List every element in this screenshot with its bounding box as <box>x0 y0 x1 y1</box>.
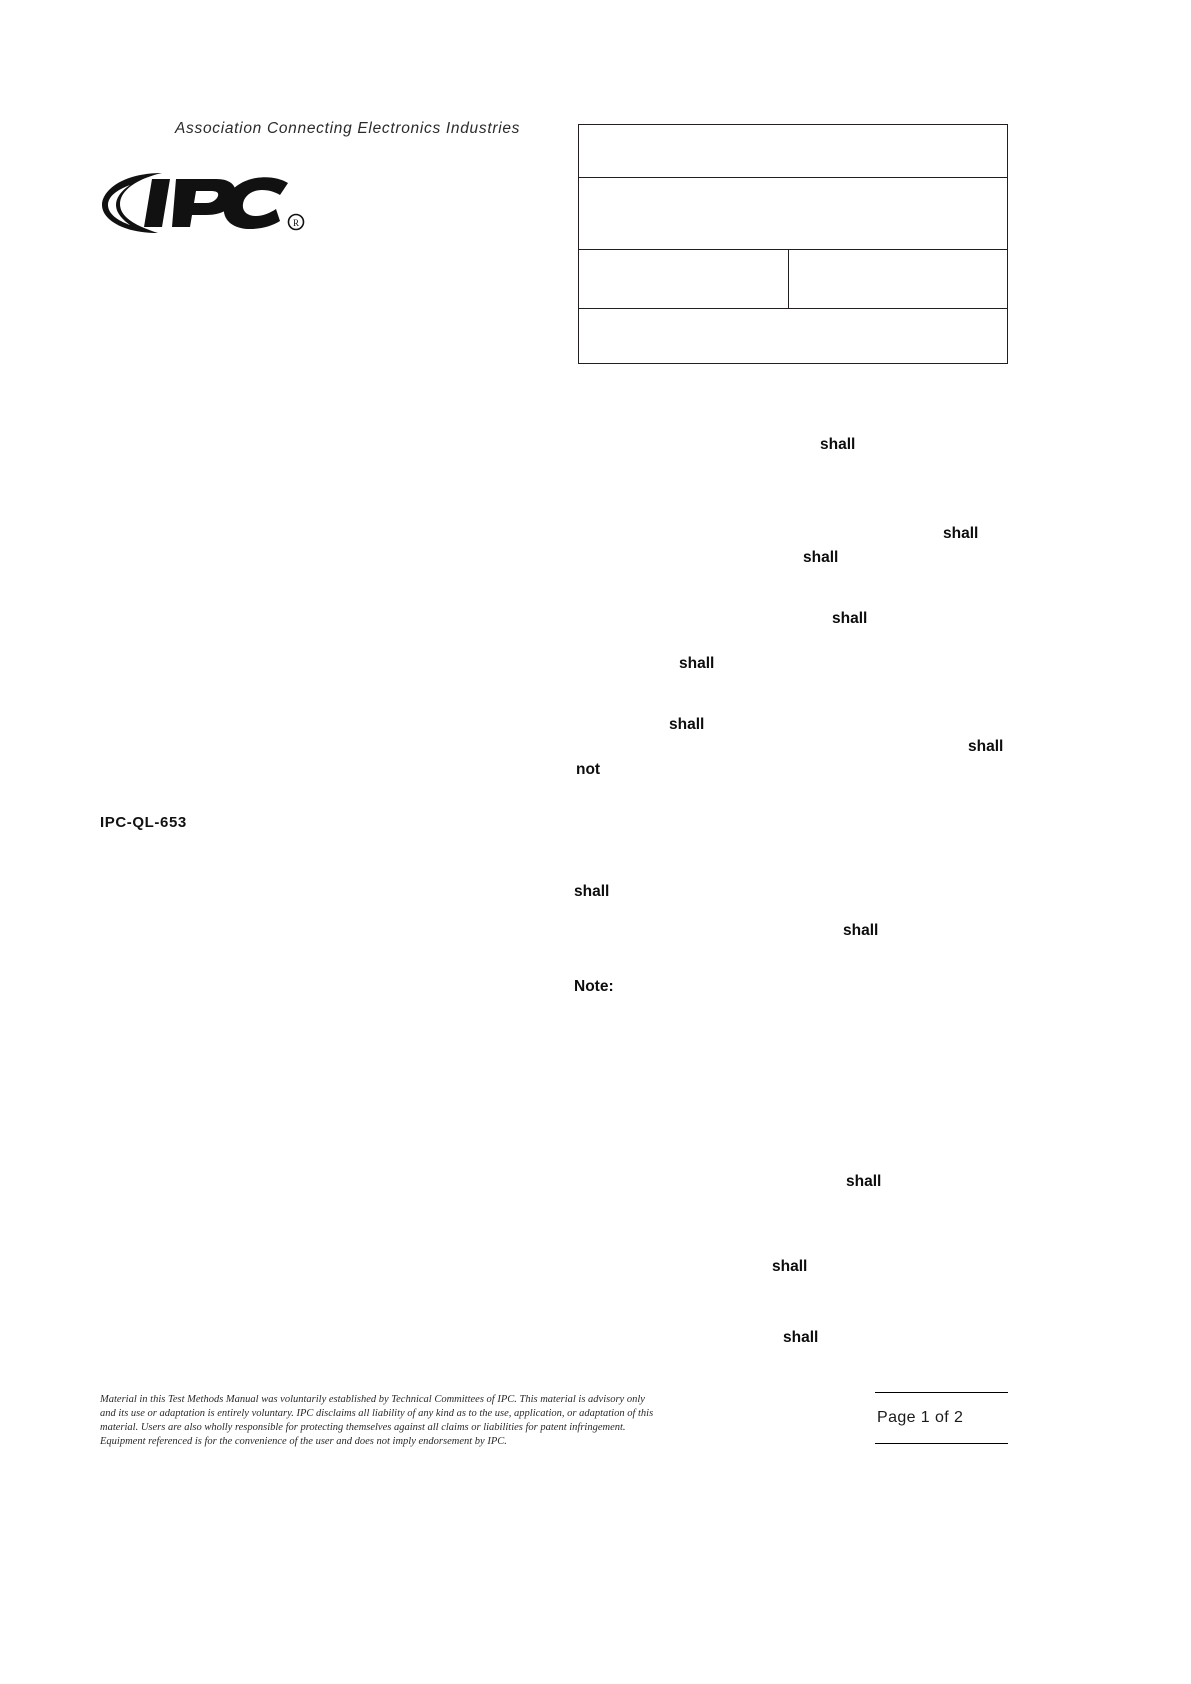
footer-disclaimer <box>100 1393 740 1448</box>
table-cell-title <box>579 125 1007 177</box>
table-cell-originating-task-group <box>579 309 1007 363</box>
table-row <box>579 125 1007 177</box>
emphasis-word: shall <box>820 436 856 453</box>
disclaimer-line: and its use or adaptation is entirely voluntary. IPC disclaims all liability of any kind as to the use, application, or adaptation of this <box>100 1407 654 1419</box>
header-table <box>578 124 1008 364</box>
document-identifier: IPC-QL-653 <box>100 814 187 831</box>
table-row <box>579 249 1007 308</box>
emphasis-word: shall <box>574 883 610 900</box>
disclaimer-line: Equipment referenced is for the convenience of the user and does not imply endorsement by IPC. <box>100 1435 507 1447</box>
emphasis-word: not <box>576 761 601 778</box>
table-cell-revision <box>789 250 1007 308</box>
emphasis-word: shall <box>679 655 715 672</box>
emphasis-word: shall <box>968 738 1004 755</box>
disclaimer-line: Material in this Test Methods Manual was voluntarily established by Technical Committees of IPC. This material is advisory only <box>100 1394 645 1405</box>
table-cell-subject <box>579 178 1007 249</box>
emphasis-word: shall <box>772 1258 808 1275</box>
footer-divider-top <box>875 1392 1008 1393</box>
table-row <box>579 308 1007 363</box>
emphasis-word: shall <box>669 716 705 733</box>
emphasis-word: shall <box>832 610 868 627</box>
association-tagline: Association Connecting Electronics Industries <box>175 120 521 137</box>
footer-divider-bottom <box>875 1443 1008 1444</box>
emphasis-word: shall <box>843 922 879 939</box>
table-cell-date <box>579 250 789 308</box>
emphasis-word: shall <box>803 549 839 566</box>
note-label: Note: <box>574 978 614 995</box>
emphasis-word: shall <box>783 1329 819 1346</box>
table-row <box>579 177 1007 249</box>
disclaimer-line: material. Users are also wholly responsible for protecting themselves against all claims or liabilities for patent infringement. <box>100 1421 626 1433</box>
ipc-logo <box>100 165 315 235</box>
emphasis-word: shall <box>943 525 979 542</box>
emphasis-word: shall <box>846 1173 882 1190</box>
svg-text:R: R <box>292 218 300 228</box>
page-number: Page 1 of 2 <box>877 1409 964 1426</box>
